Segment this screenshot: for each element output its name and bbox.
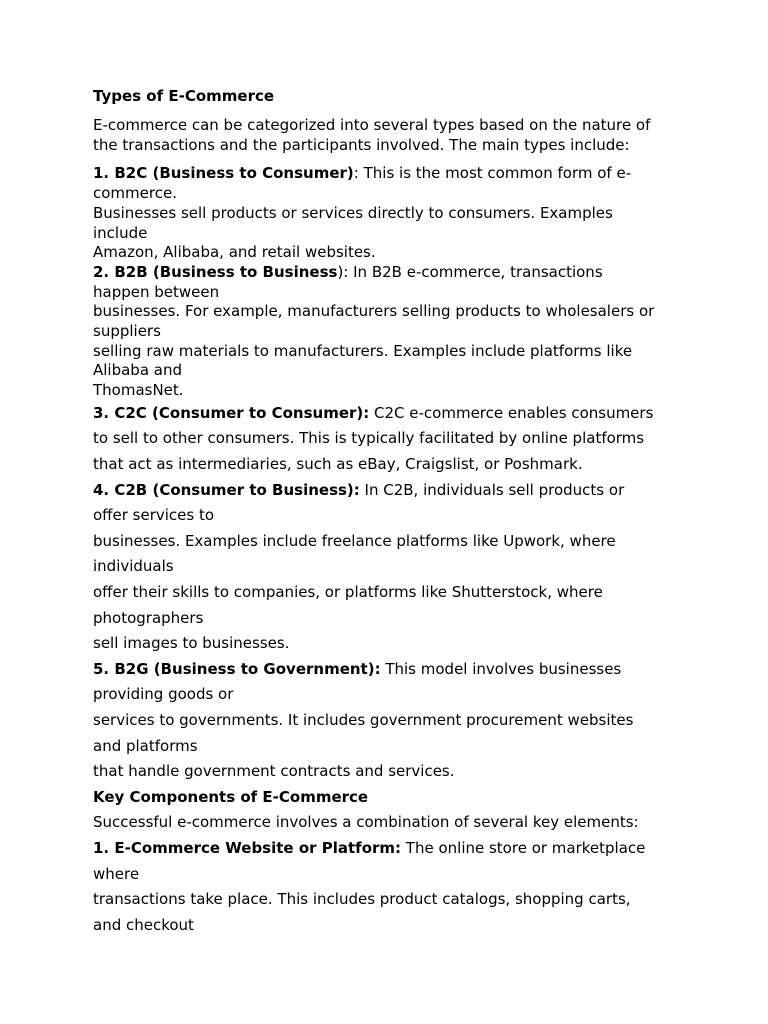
text-line: commerce.: [93, 184, 177, 203]
text-line: 3. C2C (Consumer to Consumer): C2C e-commerce enables consumers: [93, 403, 654, 422]
text-line: 5. B2G (Business to Government): This model involves businesses: [93, 659, 622, 678]
section-heading-types: Types of E-Commerce: [93, 87, 275, 105]
text-line: where: [93, 864, 140, 883]
text-line: photographers: [93, 608, 204, 627]
text-line: 1. B2C (Business to Consumer): This is the most common form of e-: [93, 164, 632, 183]
text-line: include: [93, 223, 148, 242]
text-line: the transactions and the participants involved. The main types include:: [93, 135, 630, 154]
text-line: and checkout: [93, 915, 194, 934]
list-item-b2b: [93, 263, 683, 401]
text-line: businesses. Examples include freelance platforms like Upwork, where: [93, 531, 616, 550]
document-body: [93, 86, 683, 938]
c2c-label: 3. C2C (Consumer to Consumer):: [93, 403, 370, 422]
list-item-b2c: [93, 164, 683, 263]
c2b-label: 4. C2B (Consumer to Business):: [93, 480, 360, 499]
text-line: 4. C2B (Consumer to Business): In C2B, individuals sell products or: [93, 480, 625, 499]
text-line: 2. B2B (Business to Business): In B2B e-commerce, transactions: [93, 262, 603, 281]
text-line: selling raw materials to manufacturers. Examples include platforms like: [93, 341, 633, 360]
b2c-label: 1. B2C (Business to Consumer): [93, 164, 354, 183]
text-line: transactions take place. This includes product catalogs, shopping carts,: [93, 890, 631, 909]
text-line: Alibaba and: [93, 361, 183, 380]
intro-paragraph: [93, 116, 683, 155]
text-line: happen between: [93, 282, 220, 301]
b2g-label: 5. B2G (Business to Government):: [93, 659, 381, 678]
text-line: offer services to: [93, 506, 215, 525]
text-line: and platforms: [93, 736, 198, 755]
text-line: businesses. For example, manufacturers selling products to wholesalers or: [93, 302, 655, 321]
website-label: 1. E-Commerce Website or Platform:: [93, 838, 402, 857]
text-line: Businesses sell products or services directly to consumers. Examples: [93, 203, 613, 222]
list-item-c2c: [93, 401, 683, 478]
text-line: to sell to other consumers. This is typically facilitated by online platforms: [93, 429, 645, 448]
text-line: Amazon, Alibaba, and retail websites.: [93, 243, 376, 262]
text-line: providing goods or: [93, 685, 234, 704]
text-line: sell images to businesses.: [93, 634, 290, 653]
list-item-b2g: [93, 657, 683, 785]
section-heading-key-components: Key Components of E-Commerce: [93, 787, 369, 806]
text-line: that act as intermediaries, such as eBay, Craigslist, or Poshmark.: [93, 455, 583, 474]
text-line: offer their skills to companies, or platforms like Shutterstock, where: [93, 583, 603, 601]
list-item-website: [93, 836, 683, 938]
text-line: suppliers: [93, 322, 161, 341]
key-components-intro: Successful e-commerce involves a combination of several key elements:: [93, 813, 639, 832]
text-line: E-commerce can be categorized into several types based on the nature of: [93, 116, 651, 134]
list-item-c2b: [93, 478, 683, 657]
text-line: individuals: [93, 557, 174, 576]
text-line: that handle government contracts and services.: [93, 762, 455, 781]
text-line: services to governments. It includes government procurement websites: [93, 710, 634, 729]
b2b-label: 2. B2B (Business to Business: [93, 262, 338, 281]
text-line: ThomasNet.: [93, 381, 184, 400]
text-line: 1. E-Commerce Website or Platform: The online store or marketplace: [93, 838, 646, 857]
